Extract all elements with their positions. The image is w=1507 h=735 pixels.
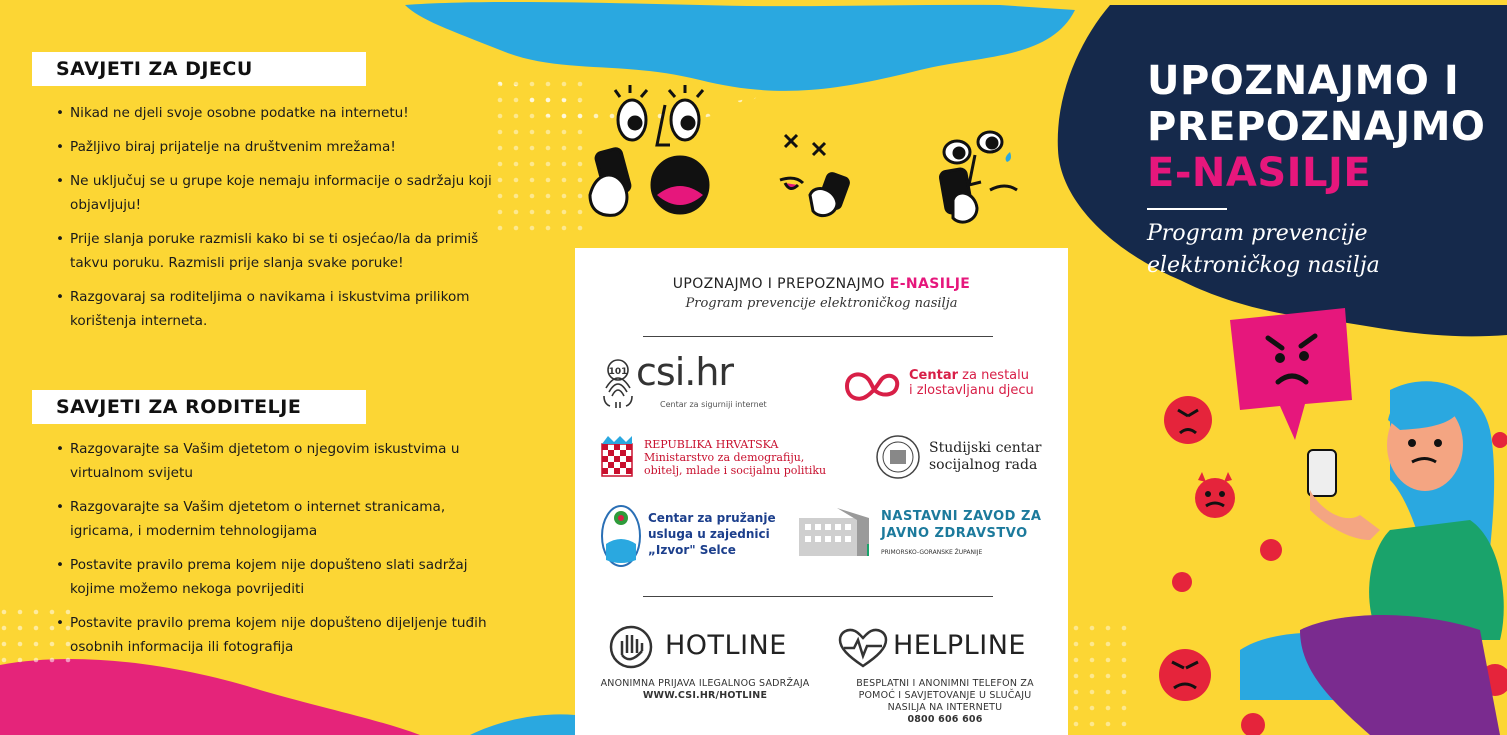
cnzd-logo — [843, 366, 1053, 406]
cover-subtitle — [1147, 218, 1380, 282]
cover-divider — [1147, 208, 1227, 210]
hotline-description — [595, 678, 815, 702]
helpline-desc-3: NASILJA NA INTERNETU — [887, 702, 1003, 713]
pink-blob-bottom — [0, 659, 420, 735]
cover-subtitle-line1: Program prevencije — [1147, 221, 1368, 246]
nzjz-line2: JAVNO ZDRAVSTVO — [881, 526, 1028, 541]
devil-emoji-icon — [1195, 472, 1235, 518]
list-item: • Razgovarajte sa Vašim djetetom o njegovim iskustvima u virtualnom svijetu — [56, 437, 506, 485]
helpline-label: HELPLINE — [893, 630, 1026, 661]
cover-title-line3: E-NASILJE — [1147, 150, 1372, 196]
csi-badge-text: 101 — [608, 367, 628, 377]
cnzd-text-rest: za nestalu — [958, 368, 1029, 383]
partners-card — [575, 248, 1068, 735]
cnzd-text-bold: Centar — [909, 368, 959, 383]
list-item: • Postavite pravilo prema kojem nije dopušteno dijeljenje tuđih osobnih informacija ili fotografija — [56, 611, 506, 659]
cnzd-text-line2: i zlostavljanu djecu — [909, 383, 1034, 398]
ministry-logo — [600, 434, 840, 484]
cover-subtitle-line2: elektroničkog nasilja — [1147, 253, 1380, 278]
girl-with-phone-illustration — [1300, 381, 1504, 735]
card-title-main: UPOZNAJMO I PREPOZNAJMO — [672, 276, 885, 292]
cover-title-line1: UPOZNAJMO I — [1147, 58, 1460, 104]
studijski-centar-logo — [875, 434, 1055, 484]
fingerprint-icon — [600, 358, 636, 410]
hotline-label: HOTLINE — [665, 630, 787, 661]
dazed-face-icon — [780, 135, 850, 216]
cnzd-text — [909, 368, 1034, 398]
list-item: • Postavite pravilo prema kojem nije dopušteno slati sadržaj kojime možemo nekoga povrijediti — [56, 553, 506, 601]
scsr-line1: Studijski centar — [929, 440, 1042, 456]
heart-knot-icon — [843, 366, 903, 406]
ministry-text — [644, 438, 826, 477]
shocked-face-icon — [590, 85, 708, 215]
ministry-line3: obitelj, mlade i socijalnu politiku — [644, 464, 827, 477]
blue-blob-top — [405, 2, 1075, 91]
parents-tips-list — [56, 437, 506, 669]
izvor-line1: Centar za pružanje — [648, 511, 776, 525]
cover-title — [1147, 58, 1485, 196]
kids-tips-list — [56, 101, 516, 343]
list-item: • Prije slanja poruke razmisli kako bi se ti osjećao/la da primiš takvu poruku. Razmisli prije slanja svake poruke! — [56, 227, 516, 275]
building-icon — [797, 504, 877, 556]
angry-speech-bubble-icon — [1230, 308, 1352, 440]
helpline-description — [845, 678, 1045, 726]
cover-title-line2: PREPOZNAJMO — [1147, 104, 1486, 150]
hotline-desc: ANONIMNA PRIJAVA ILEGALNOG SADRŽAJA — [600, 678, 810, 689]
izvor-emblem-icon — [600, 504, 642, 568]
divider — [643, 336, 993, 337]
sad-face-illustration — [935, 130, 1030, 230]
hand-stop-icon — [608, 625, 654, 669]
izvor-line3: „Izvor" Selce — [648, 543, 736, 557]
csi-name: csi.hr — [636, 350, 734, 394]
shocked-emoji-illustration — [585, 85, 865, 225]
ministry-line2: Ministarstvo za demografiju, — [644, 451, 805, 464]
divider — [643, 596, 993, 597]
hotline-url[interactable]: WWW.CSI.HR/HOTLINE — [642, 690, 768, 701]
university-seal-icon — [875, 434, 921, 480]
csi-caption: Centar za sigurniji internet — [660, 400, 767, 409]
card-subtitle: Program prevencije elektroničkog nasilja — [685, 296, 958, 311]
studijski-centar-text — [929, 440, 1041, 474]
izvor-logo — [600, 504, 800, 570]
angry-emoji-icon — [1164, 396, 1212, 444]
list-item: • Pažljivo biraj prijatelje na društvenim mrežama! — [56, 135, 516, 159]
izvor-text — [648, 510, 776, 558]
list-item: • Ne uključuj se u grupe koje nemaju informacije o sadržaju koji objavljuju! — [56, 169, 516, 217]
nzjz-text — [881, 508, 1041, 561]
kids-tips-title: SAVJETI ZA DJECU — [32, 52, 366, 86]
card-title — [575, 276, 1068, 292]
scsr-line2: socijalnog rada — [929, 457, 1038, 473]
nzjz-line3: PRIMORSKO-GORANSKE ŽUPANIJE — [881, 549, 983, 556]
nzjz-logo — [797, 504, 1047, 560]
card-title-accent: E-NASILJE — [889, 276, 971, 292]
parents-tips-title: SAVJETI ZA RODITELJE — [32, 390, 366, 424]
nzjz-line1: NASTAVNI ZAVOD ZA — [881, 509, 1042, 524]
helpline-desc-2: POMOĆ I SAVJETOVANJE U SLUČAJU — [858, 690, 1032, 701]
izvor-line2: usluga u zajednici — [648, 527, 770, 541]
list-item: • Nikad ne djeli svoje osobne podatke na internetu! — [56, 101, 516, 125]
heartbeat-icon — [838, 628, 888, 670]
cover-illustration — [1140, 300, 1507, 735]
helpline-phone[interactable]: 0800 606 606 — [907, 714, 983, 725]
helpline-desc-1: BESPLATNI I ANONIMNI TELEFON ZA — [856, 678, 1034, 689]
list-item: • Razgovarajte sa Vašim djetetom o internet stranicama, igricama, i modernim tehnologijama — [56, 495, 506, 543]
croatian-coat-of-arms-icon — [600, 434, 634, 480]
csi-logo — [600, 350, 780, 416]
ministry-line1: REPUBLIKA HRVATSKA — [644, 438, 779, 451]
list-item: • Razgovaraj sa roditeljima o navikama i iskustvima prilikom korištenja interneta. — [56, 285, 516, 333]
